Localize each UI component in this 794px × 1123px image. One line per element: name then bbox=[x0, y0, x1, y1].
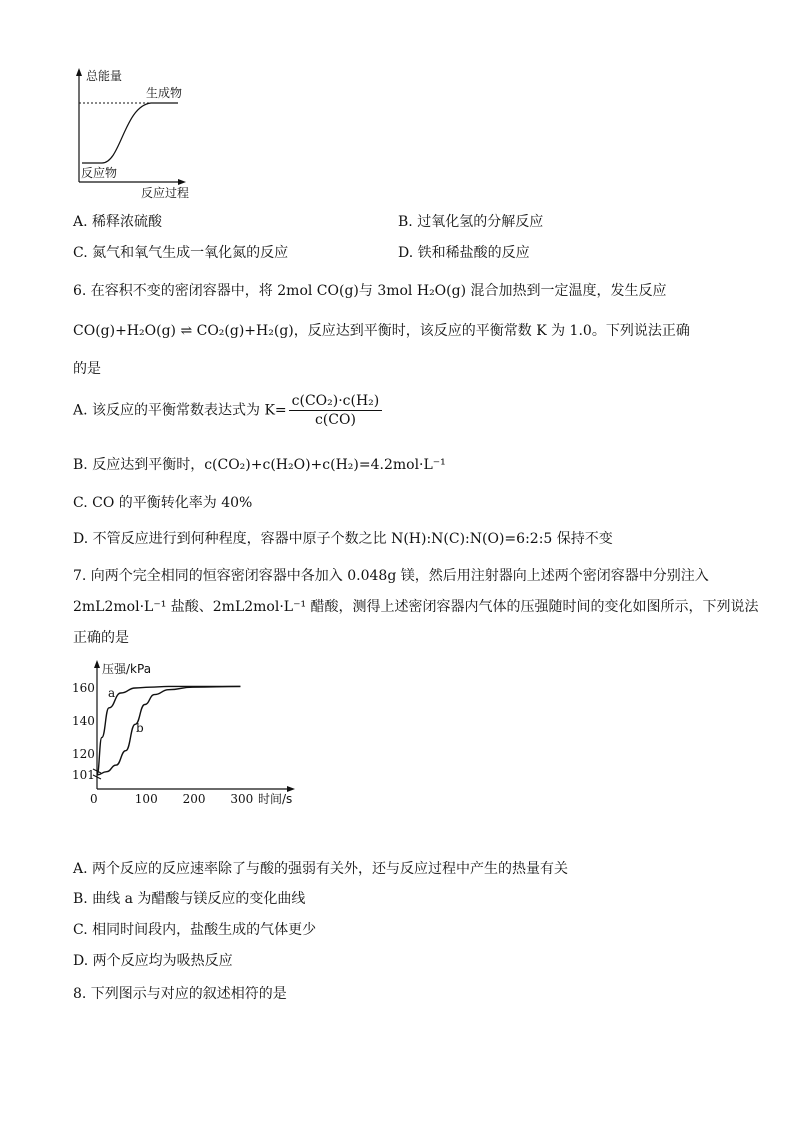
energy-diagram bbox=[66, 66, 266, 206]
q7-option-a[interactable]: A. 两个反应的反应速率除了与酸的强弱有关外，还与反应过程中产生的热量有关 bbox=[73, 861, 569, 877]
q7-stem-line2: 2mL2mol·L⁻¹ 盐酸、2mL2mol·L⁻¹ 醋酸，测得上述密闭容器内气体的压强随时间的变化如图所示，下列说法 bbox=[73, 599, 759, 615]
energy-ylabel: 总能量 bbox=[86, 69, 123, 83]
x-tick-label: 300 bbox=[230, 792, 254, 806]
q7-stem-line1: 7. 向两个完全相同的恒容密闭容器中各加入 0.048g 镁，然后用注射器向上述两个密闭容器中分别注入 bbox=[73, 568, 709, 584]
fraction-numerator: c(CO₂)·c(H₂) bbox=[289, 392, 383, 411]
chart-y-arrow bbox=[94, 660, 100, 668]
pressure-time-chart bbox=[66, 657, 326, 822]
q6-option-c[interactable]: C. CO 的平衡转化率为 40% bbox=[73, 495, 253, 511]
q6-option-d[interactable]: D. 不管反应进行到何种程度，容器中原子个数之比 N(H):N(C):N(O)=6:2:5 保持不变 bbox=[73, 531, 613, 547]
q7-option-c[interactable]: C. 相同时间段内，盐酸生成的气体更少 bbox=[73, 922, 317, 938]
q7-option-b[interactable]: B. 曲线 a 为醋酸与镁反应的变化曲线 bbox=[73, 891, 306, 907]
q6-stem-line1: 6. 在容积不变的密闭容器中，将 2mol CO(g)与 3mol H₂O(g) 混合加热到一定温度，发生反应 bbox=[73, 283, 667, 299]
y-tick-label: 120 bbox=[72, 747, 95, 761]
x-tick-label: 0 bbox=[90, 792, 98, 806]
series-line-b bbox=[97, 686, 240, 775]
q6-option-a[interactable] bbox=[73, 392, 384, 429]
q5-option-b[interactable]: B. 过氧化氢的分解反应 bbox=[398, 214, 544, 230]
energy-x-arrow bbox=[178, 179, 186, 185]
y-tick-label: 140 bbox=[72, 714, 95, 728]
fraction-denominator: c(CO) bbox=[314, 412, 356, 428]
series-line-a bbox=[97, 686, 240, 775]
series-label-a: a bbox=[108, 686, 116, 700]
energy-y-arrow bbox=[76, 68, 82, 76]
energy-xlabel: 反应过程 bbox=[141, 186, 190, 200]
series-label-b: b bbox=[136, 721, 144, 735]
q6-stem-line2 bbox=[73, 322, 690, 340]
product-label: 生成物 bbox=[146, 86, 183, 100]
equilibrium-constant-fraction bbox=[289, 392, 383, 429]
reactant-label: 反应物 bbox=[81, 166, 118, 180]
q7-stem-line3: 正确的是 bbox=[73, 630, 129, 646]
q6-option-a-prefix: A. 该反应的平衡常数表达式为 K= bbox=[73, 402, 287, 419]
y-tick-label: 101 bbox=[72, 768, 95, 782]
q5-option-d[interactable]: D. 铁和稀盐酸的反应 bbox=[398, 245, 530, 261]
q5-option-a[interactable]: A. 稀释浓硫酸 bbox=[73, 214, 163, 230]
x-tick-label: 100 bbox=[134, 792, 158, 806]
q7-option-d[interactable]: D. 两个反应均为吸热反应 bbox=[73, 953, 233, 969]
q5-option-c[interactable]: C. 氮气和氧气生成一氧化氮的反应 bbox=[73, 245, 289, 261]
x-tick-label: 200 bbox=[182, 792, 206, 806]
chart-ylabel: 压强/kPa bbox=[102, 662, 152, 676]
q6-stem-line2-rest: ，反应达到平衡时，该反应的平衡常数 K 为 1.0。下列说法正确 bbox=[293, 323, 690, 339]
q6-stem-line3: 的是 bbox=[73, 361, 101, 377]
q6-option-b[interactable]: B. 反应达到平衡时，c(CO₂)+c(H₂O)+c(H₂)=4.2mol·L⁻¹ bbox=[73, 457, 446, 473]
q6-equation: CO(g)+H₂O(g) ⇌ CO₂(g)+H₂(g) bbox=[73, 323, 294, 339]
y-tick-label: 160 bbox=[72, 681, 95, 695]
q8-stem: 8. 下列图示与对应的叙述相符的是 bbox=[73, 986, 287, 1002]
energy-curve bbox=[82, 103, 178, 163]
chart-xlabel: 时间/s bbox=[258, 792, 293, 806]
